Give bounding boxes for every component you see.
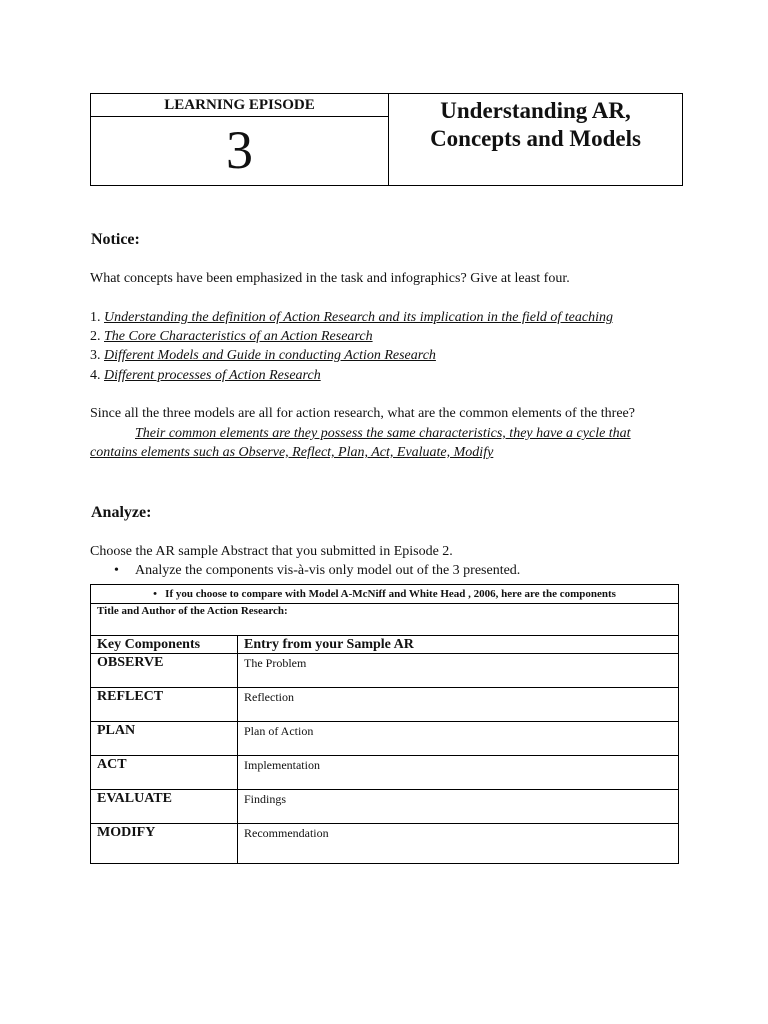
table-row [91, 756, 679, 790]
component-entry: Findings [238, 790, 679, 824]
concept-item-4 [90, 368, 321, 384]
episode-header-box [90, 93, 683, 186]
table-title-cell: Title and Author of the Action Research: [91, 604, 679, 636]
common-elements-answer-line2 [90, 445, 493, 461]
table-row [91, 722, 679, 756]
table-header-cell [91, 585, 679, 604]
analyze-bullet-text: Analyze the components vis-à-vis only model out of the 3 presented. [135, 563, 521, 578]
concept-item-2 [90, 329, 373, 345]
table-row [91, 688, 679, 722]
table-row [91, 824, 679, 864]
component-entry: The Problem [238, 654, 679, 688]
bullet-icon: • [153, 588, 157, 600]
notice-question: What concepts have been emphasized in the task and infographics? Give at least four. [90, 271, 570, 286]
common-elements-answer-line1 [90, 426, 631, 442]
component-entry: Reflection [238, 688, 679, 722]
concept-item-number: 1. [90, 310, 101, 325]
table-title-row [91, 604, 679, 636]
table-row [91, 790, 679, 824]
table-header-row [91, 585, 679, 604]
episode-number: 3 [226, 120, 253, 180]
concept-item-number: 2. [90, 329, 101, 344]
episode-title [389, 94, 682, 188]
concept-item-text: Understanding the definition of Action Research and its implication in the field of teaching [104, 310, 613, 325]
component-entry: Implementation [238, 756, 679, 790]
bullet-icon: • [114, 563, 119, 578]
concept-item-number: 3. [90, 348, 101, 363]
component-entry: Recommendation [238, 824, 679, 864]
common-elements-answer-text: Their common elements are they possess the same characteristics, they have a cycle that [135, 426, 631, 441]
table-row [91, 654, 679, 688]
component-key: ACT [91, 756, 238, 790]
analyze-bullet-list [90, 563, 520, 579]
concept-item-text: Different Models and Guide in conducting Action Research [104, 348, 436, 363]
components-table [90, 584, 679, 864]
table-header-text: If you choose to compare with Model A-McNiff and White Head , 2006, here are the components [165, 588, 616, 600]
analyze-bullet-item [90, 563, 520, 579]
component-key: REFLECT [91, 688, 238, 722]
concept-item-number: 4. [90, 368, 101, 383]
table-column-header-row [91, 636, 679, 654]
episode-title-line2: Concepts and Models [430, 126, 641, 151]
component-key: PLAN [91, 722, 238, 756]
column-header-entry: Entry from your Sample AR [238, 636, 679, 654]
component-key: OBSERVE [91, 654, 238, 688]
episode-label: LEARNING EPISODE [91, 94, 388, 117]
episode-title-line1: Understanding AR, [440, 98, 631, 123]
episode-cell [91, 94, 389, 185]
component-entry: Plan of Action [238, 722, 679, 756]
concept-item-text: Different processes of Action Research [104, 368, 321, 383]
concept-item-3 [90, 348, 436, 364]
common-elements-question: Since all the three models are all for action research, what are the common elements of the three? [90, 406, 635, 421]
concept-item-text: The Core Characteristics of an Action Research [104, 329, 373, 344]
component-key: EVALUATE [91, 790, 238, 824]
common-elements-answer-text: contains elements such as Observe, Reflect, Plan, Act, Evaluate, Modify [90, 445, 494, 460]
analyze-instruction: Choose the AR sample Abstract that you submitted in Episode 2. [90, 544, 453, 559]
concept-item-1 [90, 310, 613, 326]
component-key: MODIFY [91, 824, 238, 864]
notice-heading: Notice: [91, 231, 140, 248]
column-header-key-components: Key Components [91, 636, 238, 654]
analyze-heading: Analyze: [91, 504, 152, 521]
